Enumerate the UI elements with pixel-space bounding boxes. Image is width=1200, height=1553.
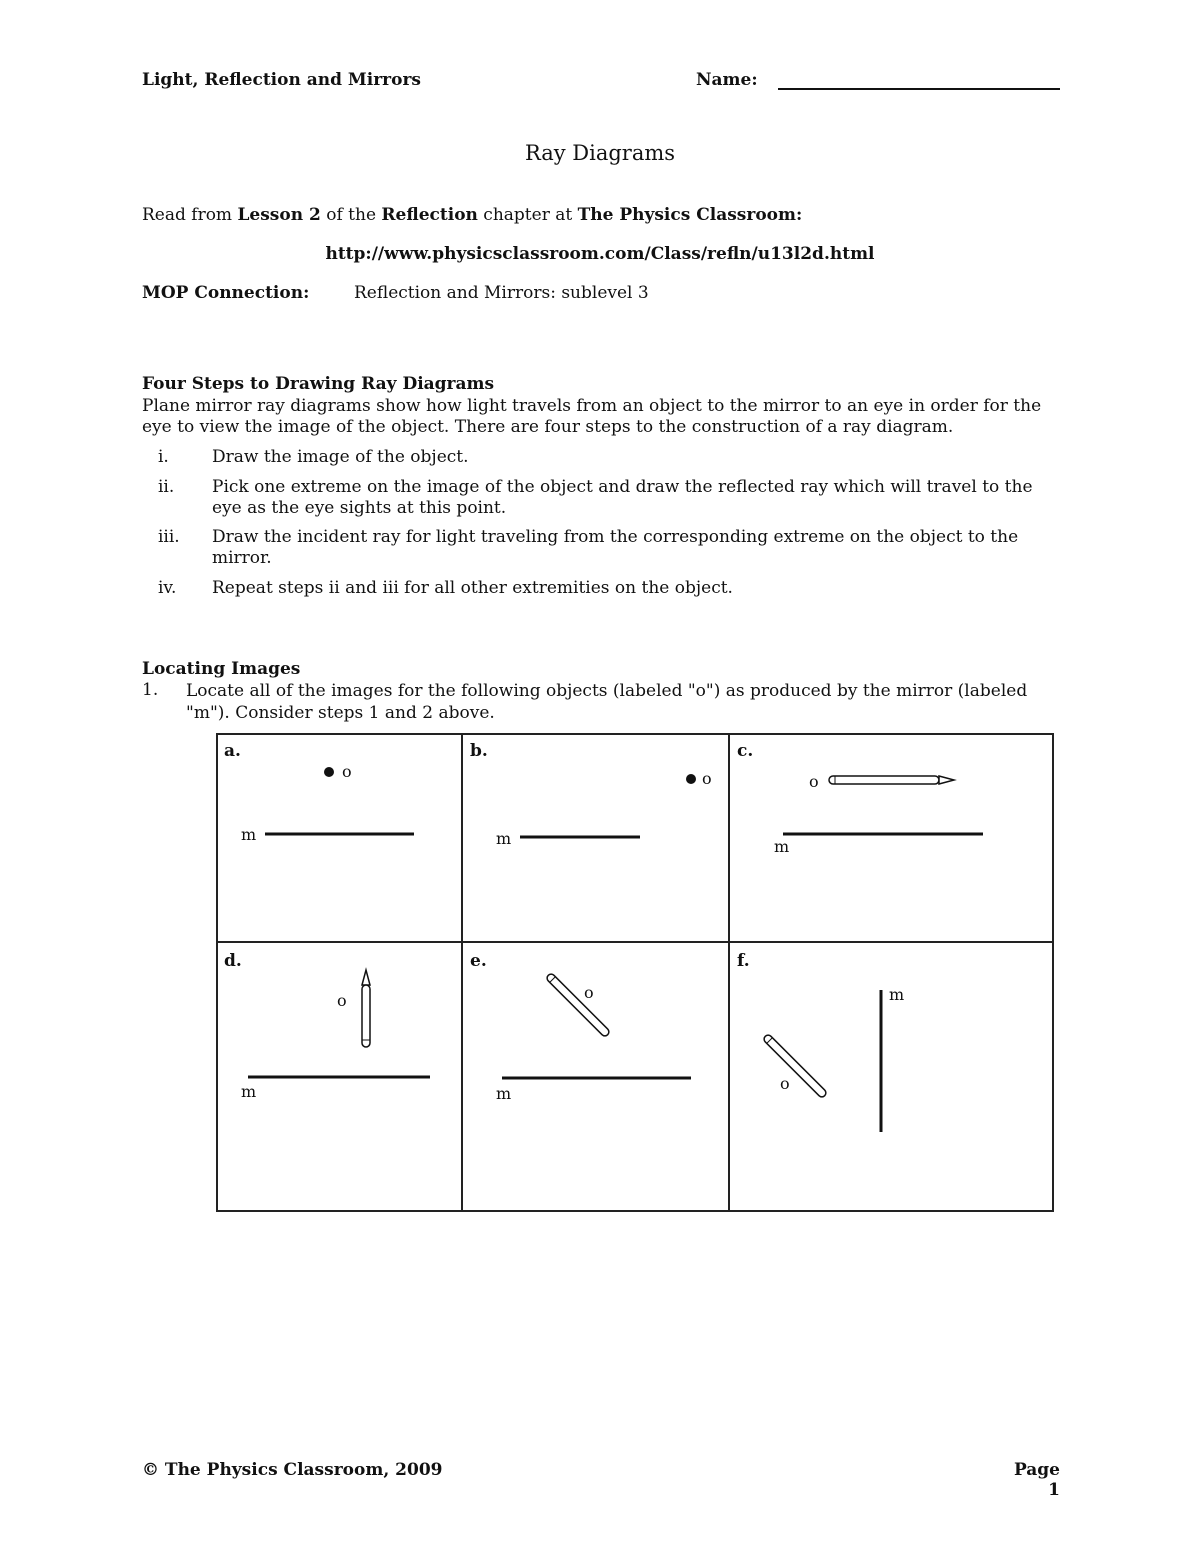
pencil-object — [829, 776, 954, 784]
header-title: Light, Reflection and Mirrors — [142, 70, 421, 90]
reading-lesson: Lesson 2 — [237, 205, 321, 225]
point-object — [324, 767, 334, 777]
mop-value: Reflection and Mirrors: sublevel 3 — [354, 283, 649, 303]
four-steps-heading: Four Steps to Drawing Ray Diagrams — [142, 374, 495, 394]
object-label: o — [342, 762, 352, 781]
mirror-label: m — [774, 837, 790, 856]
step-number: ii. — [158, 477, 175, 497]
reading-of-the: of the — [320, 205, 382, 225]
four-steps-intro: Plane mirror ray diagrams show how light travels from an object to the mirror to an eye in order for the eye to view the image of the object. There are four steps to the construction of a ray diagram. — [142, 396, 1042, 437]
cell-label-c: c. — [737, 741, 754, 761]
mirror-label: m — [889, 985, 905, 1004]
reading-site: The Physics Classroom: — [577, 205, 803, 225]
cell-label-f: f. — [737, 951, 750, 971]
grid-frame — [217, 734, 1053, 1211]
locating-images-heading: Locating Images — [142, 659, 301, 679]
name-label: Name: — [696, 70, 758, 90]
point-object — [686, 774, 696, 784]
reading-instruction — [142, 205, 802, 225]
cell-label-e: e. — [470, 951, 487, 971]
question-text: Locate all of the images for the following objects (labeled "o") as produced by the mirror (labeled "m"). Consider steps 1 and 2 above. — [186, 681, 1028, 723]
step-text: Repeat steps ii and iii for all other extremities on the object. — [212, 578, 733, 598]
object-label: o — [337, 991, 347, 1010]
mop-label: MOP Connection: — [142, 283, 310, 303]
cell-label-b: b. — [470, 741, 488, 761]
mirror-label: m — [241, 825, 257, 844]
step-number: iv. — [158, 578, 177, 598]
object-label: o — [702, 769, 712, 788]
step-text: Draw the incident ray for light traveling from the corresponding extreme on the object to the mirror. — [212, 527, 1019, 568]
footer-page-number: Page 1 — [1013, 1460, 1060, 1500]
reading-chapter: Reflection — [381, 205, 478, 225]
object-label: o — [809, 772, 819, 791]
pencil-object — [762, 1033, 827, 1098]
ray-diagram-grid — [216, 733, 1054, 1212]
mirror-label: m — [496, 1084, 512, 1103]
page-title: Ray Diagrams — [524, 141, 676, 165]
pencil-object — [362, 970, 370, 1047]
pencil-object — [545, 972, 610, 1037]
reading-prefix: Read from — [142, 205, 238, 225]
mirror-label: m — [241, 1082, 257, 1101]
cell-label-a: a. — [224, 741, 241, 761]
object-label: o — [584, 983, 594, 1002]
step-number: i. — [158, 447, 169, 467]
reading-url-link[interactable]: http://www.physicsclassroom.com/Class/refln/u13l2d.html — [325, 244, 875, 264]
question-number: 1. — [142, 680, 159, 700]
name-blank-line — [778, 88, 1060, 90]
cell-label-d: d. — [224, 951, 242, 971]
step-text: Pick one extreme on the image of the object and draw the reflected ray which will travel to the eye as the eye sights at this point. — [212, 477, 1033, 518]
object-label: o — [780, 1074, 790, 1093]
step-number: iii. — [158, 527, 180, 547]
mirror-label: m — [496, 829, 512, 848]
step-text: Draw the image of the object. — [212, 447, 469, 467]
footer-copyright: © The Physics Classroom, 2009 — [142, 1460, 443, 1480]
reading-chapter-at: chapter at — [477, 205, 578, 225]
